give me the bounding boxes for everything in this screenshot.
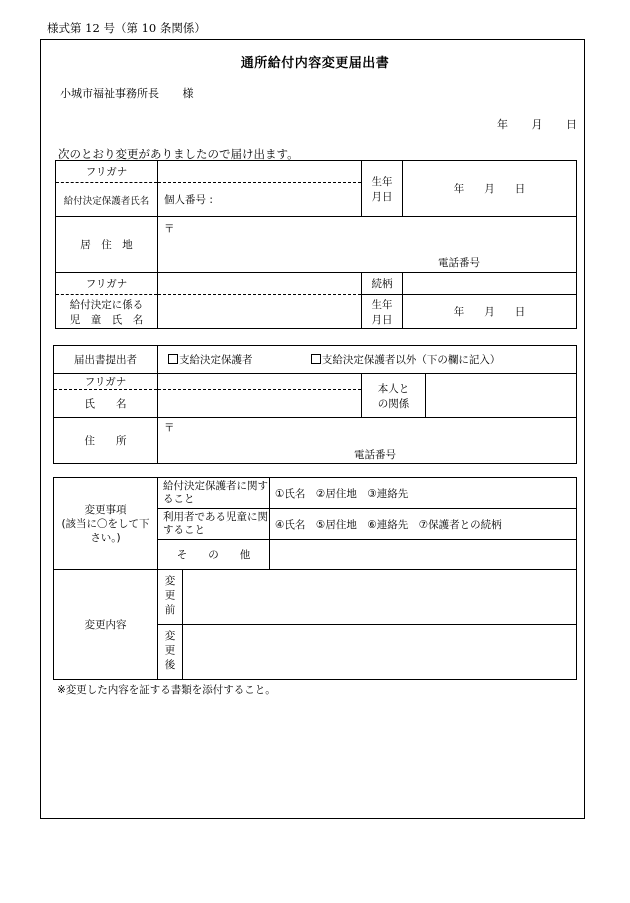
change-items-label: 変更事項 (該当に〇をして下 さい。) <box>54 478 158 570</box>
after-label: 変更後 <box>163 630 176 674</box>
addressee <box>60 85 194 101</box>
birth-label-line2: 月日 <box>371 190 393 203</box>
submitter-table <box>53 345 577 464</box>
submitter-address-field[interactable] <box>158 418 577 464</box>
postal-mark: 〒 <box>164 223 175 235</box>
submission-date[interactable] <box>497 116 577 132</box>
relation-field[interactable] <box>403 273 577 295</box>
guardian-furigana-field[interactable] <box>158 161 362 183</box>
date-year: 年 <box>497 118 508 131</box>
before-label-cell <box>158 570 183 625</box>
footnote: ※変更した内容を証する書類を添付すること。 <box>57 684 276 696</box>
addressee-name: 小城市福祉事務所長 <box>60 87 159 100</box>
guardian-change-options[interactable]: ①氏名 ②居住地 ③連絡先 <box>270 478 577 509</box>
child-furigana-label: フリガナ <box>56 273 158 295</box>
guardian-furigana-label: フリガナ <box>56 161 158 183</box>
guardian-table <box>55 160 577 329</box>
guardian-birth-label <box>362 161 403 217</box>
before-field[interactable] <box>183 570 577 625</box>
submitter-name-label: 氏 名 <box>54 390 158 418</box>
child-change-options[interactable]: ④氏名 ⑤居住地 ⑥連絡先 ⑦保護者との続柄 <box>270 509 577 540</box>
submitter-furigana-label: フリガナ <box>54 374 158 390</box>
form-id: 様式第 12 号（第 10 条関係） <box>47 21 206 35</box>
child-birth-label: 生年 月日 <box>362 295 403 329</box>
guardian-change-label: 給付決定保護者に関すること <box>158 478 270 509</box>
checkbox-icon[interactable] <box>168 354 178 364</box>
date-day: 日 <box>566 118 577 131</box>
personal-number-label: 個人番号 : <box>164 194 213 206</box>
before-label: 変更前 <box>163 575 176 619</box>
submitter-name-field[interactable] <box>158 390 362 418</box>
child-name-field[interactable] <box>158 295 362 329</box>
addressee-suffix: 様 <box>182 87 194 100</box>
submitter-relation-label: 本人と の関係 <box>362 374 426 418</box>
birth-label-line1: 生年 <box>371 175 393 188</box>
submitter-address-label: 住 所 <box>54 418 158 464</box>
postal-mark: 〒 <box>164 422 175 434</box>
child-birth-field[interactable]: 年 月 日 <box>403 295 577 329</box>
page-title: 通所給付内容変更届出書 <box>240 56 390 71</box>
child-furigana-field[interactable] <box>158 273 362 295</box>
submitter-furigana-field[interactable] <box>158 374 362 390</box>
date-month: 月 <box>531 118 543 131</box>
relation-label: 続柄 <box>362 273 403 295</box>
submitter-relation-field[interactable] <box>426 374 577 418</box>
residence-field[interactable] <box>158 217 577 273</box>
after-label-cell <box>158 625 183 680</box>
phone-label: 電話番号 <box>354 449 396 461</box>
change-content-label: 変更内容 <box>54 570 158 680</box>
option-other[interactable]: 支給決定保護者以外（下の欄に記入） <box>311 354 501 366</box>
submitter-options <box>158 346 577 374</box>
child-name-label: 給付決定に係る 児 童 氏 名 <box>56 295 158 329</box>
other-label: そ の 他 <box>158 540 270 570</box>
after-field[interactable] <box>183 625 577 680</box>
guardian-birth-field[interactable]: 年 月 日 <box>403 161 577 217</box>
submitter-label: 届出書提出者 <box>54 346 158 374</box>
personal-number-field[interactable] <box>158 183 362 217</box>
changes-table <box>53 477 577 680</box>
child-change-label: 利用者である児童に関すること <box>158 509 270 540</box>
intro-text: 次のとおり変更がありましたので届け出ます。 <box>58 147 299 161</box>
checkbox-icon[interactable] <box>311 354 321 364</box>
other-field[interactable] <box>270 540 577 570</box>
guardian-name-label: 給付決定保護者氏名 <box>56 183 158 217</box>
phone-label: 電話番号 <box>438 257 480 269</box>
option-guardian[interactable]: 支給決定保護者 <box>168 354 253 366</box>
residence-label: 居 住 地 <box>56 217 158 273</box>
